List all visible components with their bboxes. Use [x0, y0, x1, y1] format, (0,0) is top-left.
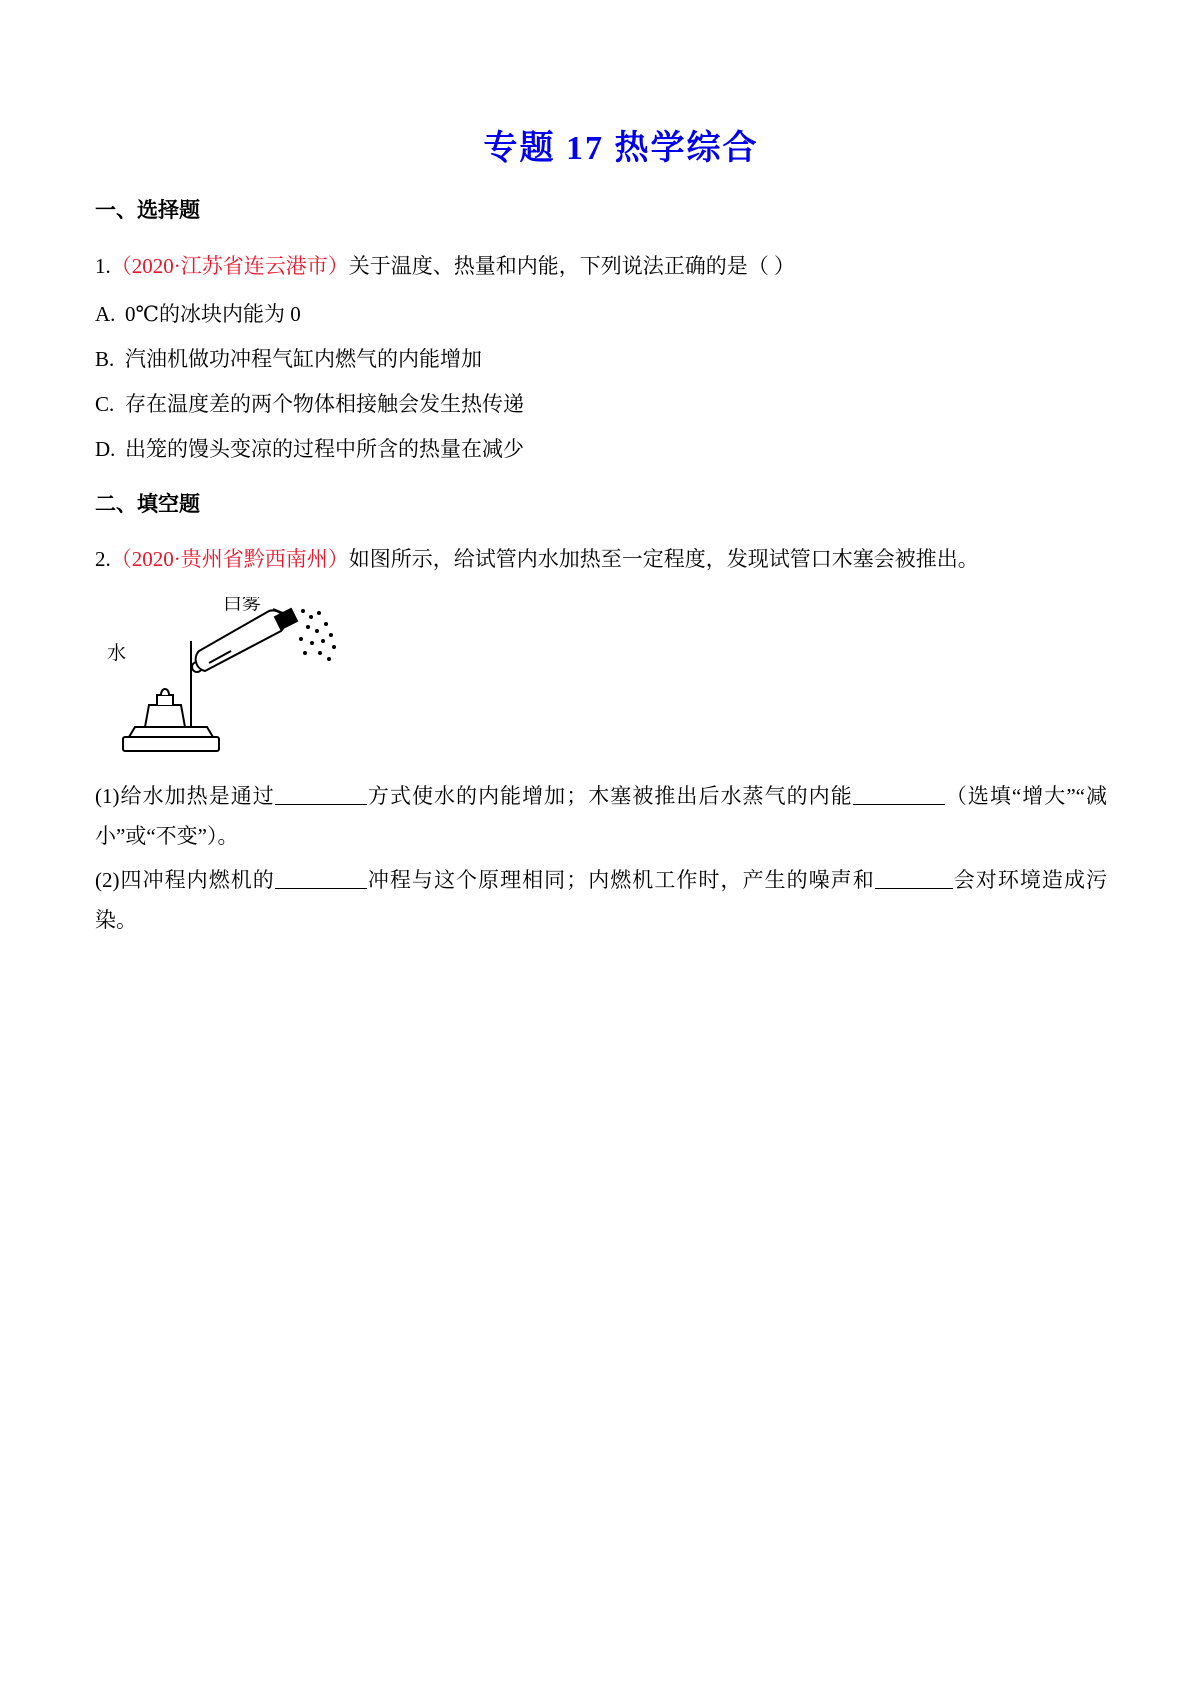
- question-1-number: 1.: [95, 253, 111, 278]
- answer-blank-2[interactable]: [853, 783, 945, 805]
- answer-blank-4[interactable]: [875, 867, 953, 889]
- question-2-stem: [95, 540, 1107, 579]
- document-body: [95, 120, 1107, 945]
- question-1-source: （2020·江苏省连云港市）: [110, 253, 349, 278]
- question-1-option-a: [95, 295, 1107, 334]
- question-2-sub-1: [95, 777, 1107, 857]
- question-2-number: 2.: [95, 547, 111, 572]
- question-1-option-c: [95, 385, 1107, 424]
- sub-1-part2: 方式使水的内能增加；木塞被推出后水蒸气的内能: [366, 784, 853, 809]
- question-1-text: 关于温度、热量和内能，下列说法正确的是（ ）: [348, 253, 795, 278]
- sub-1-part1: 给水加热是通过: [119, 784, 275, 809]
- question-1-option-b: [95, 340, 1107, 379]
- option-b-text: 汽油机做功冲程气缸内燃气的内能增加: [125, 347, 482, 372]
- spacer: [95, 475, 1107, 489]
- option-c-label: C.: [95, 392, 115, 417]
- question-1-option-d: [95, 430, 1107, 469]
- section-heading-choice: 一、选择题: [95, 198, 200, 222]
- question-2-source: （2020·贵州省黔西南州）: [110, 547, 349, 572]
- sub-2-part3: 会对环境造成污染。: [95, 867, 1108, 932]
- option-a-text: 0℃的冰块内能为 0: [125, 302, 301, 327]
- answer-blank-1[interactable]: [275, 783, 367, 805]
- page-title: 专题 17 热学综合: [483, 130, 759, 167]
- option-d-label: D.: [95, 436, 116, 461]
- test-tube-heating-diagram: [105, 597, 365, 767]
- option-b-label: B.: [95, 347, 115, 372]
- sub-1-prefix: (1): [95, 784, 120, 809]
- option-a-label: A.: [95, 302, 116, 327]
- figure-label-steam: 白雾: [223, 597, 262, 615]
- sub-1-part3: （选填“增大”“减小”或“不变”）。: [95, 784, 1108, 848]
- question-2-text: 如图所示，给试管内水加热至一定程度，发现试管口木塞会被推出。: [348, 547, 979, 572]
- sub-2-part2: 冲程与这个原理相同；内燃机工作时，产生的噪声和: [366, 867, 875, 892]
- sub-2-prefix: (2): [95, 867, 120, 892]
- figure-label-water: 水: [107, 643, 127, 665]
- experiment-figure: [105, 597, 365, 767]
- section-heading-fill: 二、填空题: [95, 491, 200, 516]
- question-1-stem: [95, 247, 1107, 286]
- answer-blank-3[interactable]: [275, 867, 367, 889]
- question-2-sub-2: [95, 861, 1107, 941]
- sub-2-part1: 四冲程内燃机的: [119, 867, 275, 892]
- option-d-text: 出笼的馒头变凉的过程中所含的热量在减少: [125, 436, 524, 461]
- option-c-text: 存在温度差的两个物体相接触会发生热传递: [125, 392, 524, 417]
